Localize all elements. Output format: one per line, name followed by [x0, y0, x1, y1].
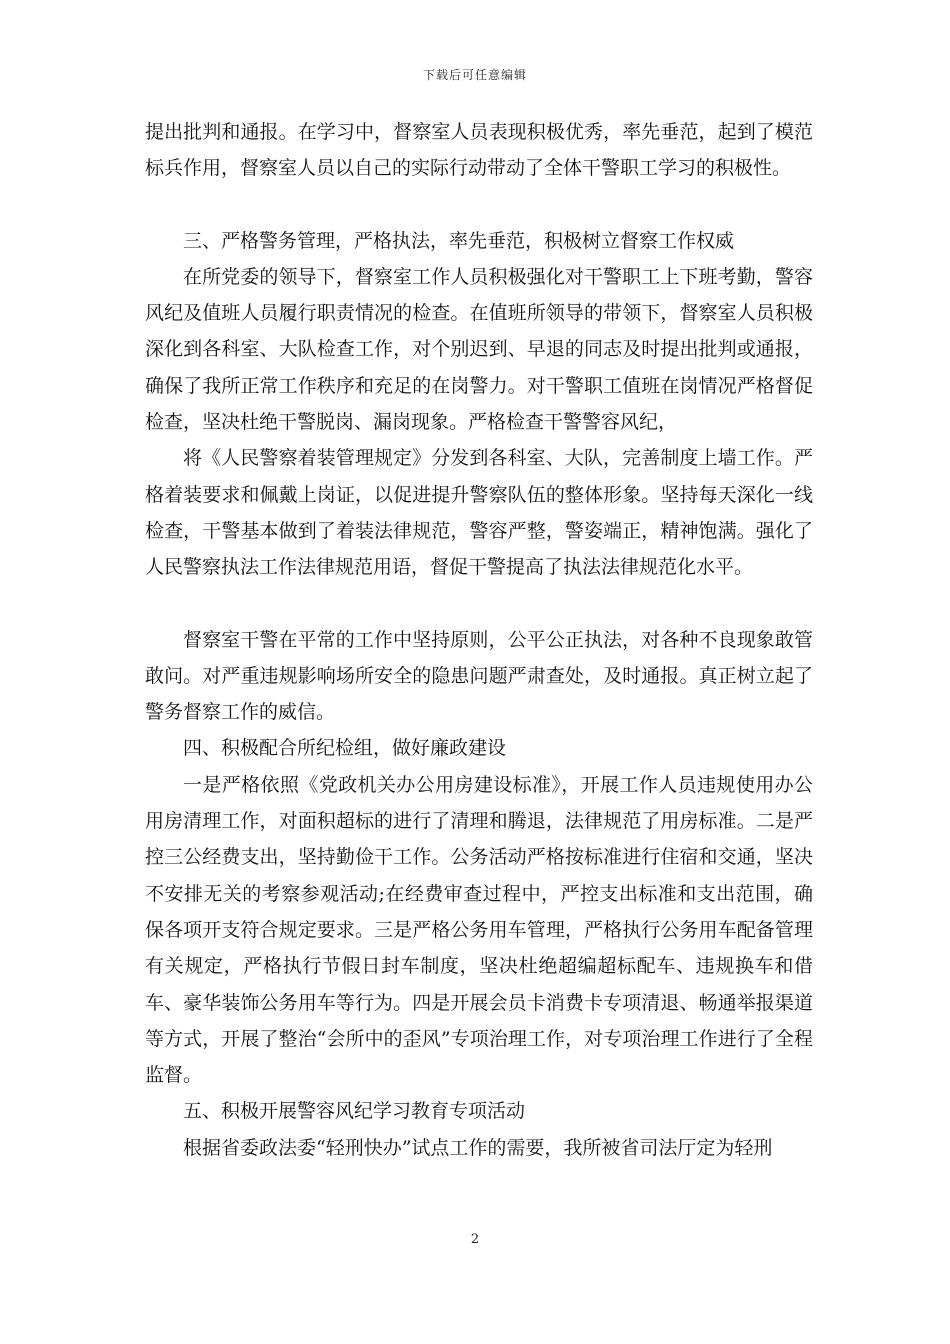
section-heading-5: 五、积极开展警容风纪学习教育专项活动	[183, 1100, 526, 1123]
page-header: 下载后可任意编辑	[422, 68, 527, 82]
paragraph: 根据省委政法委“轻刑快办”试点工作的需要，我所被省司法厅定为轻刑	[183, 1136, 773, 1159]
paragraph-continued: 提出批判和通报。在学习中，督察室人员表现积极优秀，率先垂范，起到了模范标兵作用，督察室人员以自己的实际行动带动了全体干警职工学习的积极性。	[145, 121, 813, 180]
document-body	[145, 114, 813, 1166]
section-heading-4: 四、积极配合所纪检组，做好廉政建设	[183, 737, 507, 760]
section-heading-3: 三、严格警务管理，严格执法，率先垂范，积极树立督察工作权威	[183, 229, 735, 252]
paragraph: 在所党委的领导下，督察室工作人员积极强化对干警职工上下班考勤，警容风纪及值班人员履行职责情况的检查。在值班所领导的带领下，督察室人员积极深化到各科室、大队检查工作，对个别迟到、早退的同志及时提出批判或通报，确保了我所正常工作秩序和充足的在岗警力。对干警职工值班在岗情况严格督促检查，坚决杜绝干警脱岗、漏岗现象。严格检查干警警容风纪，	[145, 265, 813, 434]
paragraph: 一是严格依照《党政机关办公用房建设标准》，开展工作人员违规使用办公用房清理工作，对面积超标的进行了清理和腾退，法律规范了用房标准。二是严控三公经费支出，坚持勤俭干工作。公务活动严格按标准进行住宿和交通，坚决不安排无关的考察参观活动;在经费审查过程中，严控支出标准和支出范围，确保各项开支符合规定要求。三是严格公务用车管理，严格执行公务用车配备管理有关规定，严格执行节假日封车制度，坚决杜绝超编超标配车、违规换车和借车、豪华装饰公务用车等行为。四是开展会员卡消费卡专项清退、畅通举报渠道等方式，开展了整治“会所中的歪风”专项治理工作，对专项治理工作进行了全程监督。	[145, 773, 813, 1087]
paragraph-gap	[145, 187, 813, 223]
paragraph: 督察室干警在平常的工作中坚持原则，公平公正执法，对各种不良现象敢管敢问。对严重违规影响场所安全的隐患问题严肃查处，及时通报。真正树立起了警务督察工作的威信。	[145, 628, 813, 724]
page-number: 2	[470, 1232, 480, 1247]
paragraph: 将《人民警察着装管理规定》分发到各科室、大队，完善制度上墙工作。严格着装要求和佩戴上岗证，以促进提升警察队伍的整体形象。坚持每天深化一线检查，干警基本做到了着装法律规范，警容严整，警姿端正，精神饱满。强化了人民警察执法工作法律规范用语，督促干警提高了执法法律规范化水平。	[145, 447, 813, 579]
paragraph-gap	[145, 586, 813, 622]
